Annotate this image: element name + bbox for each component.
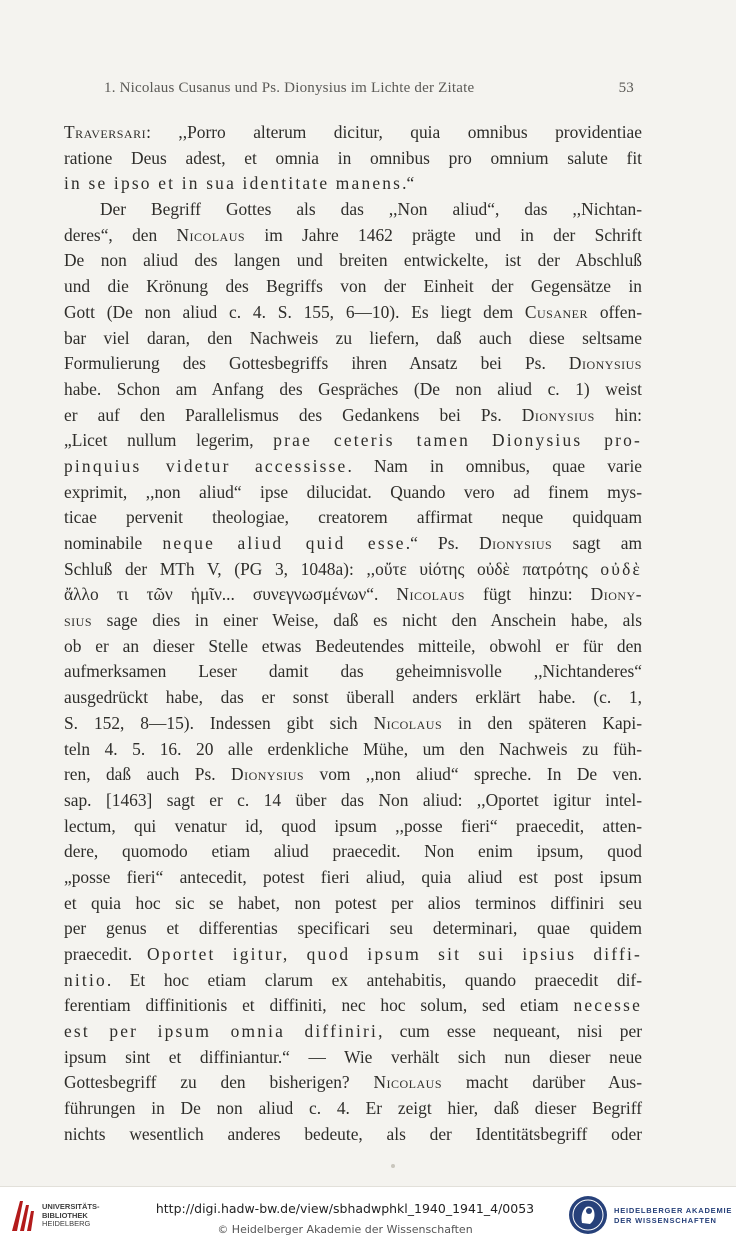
text-line: praecedit. Oportet igitur, quod ipsum sit sui ipsius diffi- bbox=[64, 944, 642, 964]
text-line: „posse fieri“ antecedit, potest fieri aliud, quia aliud est post ipsum bbox=[64, 866, 642, 887]
running-head-title: 1. Nicolaus Cusanus und Ps. Dionysius im Lichte der Zitate bbox=[104, 80, 475, 96]
text-line: ratione Deus adest, et omnia in omnibus pro omnium salute fit bbox=[64, 147, 642, 168]
text-line: Traversari: ,,Porro alterum dicitur, quia omnibus providentiae bbox=[64, 122, 642, 142]
text-line: nichts wesentlich anderes bedeute, als der Identitätsbegriff oder bbox=[64, 1123, 642, 1144]
text-line: aufmerksamen Leser damit das geheimnisvolle ,,Nichtanderes“ bbox=[64, 661, 642, 682]
text-line: Gott (De non aliud c. 4. S. 155, 6—10). Es liegt dem Cusaner offen- bbox=[64, 301, 642, 322]
text-line: pinquius videtur accessisse. Nam in omnibus, quae varie bbox=[64, 455, 642, 476]
text-line: est per ipsum omnia diffiniri, cum esse nequeant, nisi per bbox=[64, 1021, 642, 1042]
scan-dot bbox=[391, 1164, 395, 1168]
text-line: nominabile neque aliud quid esse.“ Ps. Dionysius sagt am bbox=[64, 533, 642, 553]
text-line: teln 4. 5. 16. 20 alle erdenkliche Mühe, um den Nachweis zu füh- bbox=[64, 738, 642, 759]
text-line: bar viel daran, den Nachweis zu liefern, daß auch diese seltsame bbox=[64, 327, 642, 348]
text-line: Der Begriff Gottes als das ,,Non aliud“, das ,,Nichtan- bbox=[100, 199, 642, 220]
footer bbox=[0, 1186, 736, 1243]
running-head bbox=[104, 80, 634, 100]
text-line: S. 152, 8—15). Indessen gibt sich Nicolaus in den späteren Kapi- bbox=[64, 712, 643, 733]
university-library-label: UNIVERSITÄTS- BIBLIOTHEK HEIDELBERG bbox=[42, 1202, 100, 1228]
text-line: ferentiam diffinitionis et diffiniti, nec hoc solum, sed etiam necesse bbox=[64, 995, 642, 1016]
text-line: ob er an dieser Stelle etwas Bedeutendes mitteile, obwohl er für den bbox=[64, 635, 642, 656]
text-line: ticae pervenit theologiae, creatorem affirmat neque quidquam bbox=[64, 507, 642, 528]
academy-seal-icon bbox=[568, 1195, 608, 1235]
text-line: nitio. Et hoc etiam clarum ex antehabitis, quando praecedit dif- bbox=[64, 969, 642, 990]
text-line: et quia hoc sic se habet, non potest per alios terminos diffiniri seu bbox=[64, 892, 642, 913]
text-line: dere, quomodo etiam aliud praecedit. Non enim ipsum, quod bbox=[64, 841, 642, 862]
text-line: habe. Schon am Anfang des Gespräches (De non aliud c. 1) weist bbox=[64, 378, 642, 399]
text-line: ipsum sint et diffiniantur.“ — Wie verhält sich nun dieser neue bbox=[64, 1046, 642, 1067]
text-line: Schluß der MTh V, (PG 3, 1048a): ,,οὔτε υἱότης οὐδὲ πατρότης οὐδὲ bbox=[64, 558, 642, 579]
university-library-logo-icon bbox=[8, 1197, 36, 1233]
text-line: er auf den Parallelismus des Gedankens bei Ps. Dionysius hin: bbox=[64, 404, 642, 425]
page-number: 53 bbox=[618, 80, 634, 96]
text-line: und die Krönung des Begriffs von der Einheit der Gegensätze in bbox=[64, 276, 642, 297]
text-line: „Licet nullum legerim, prae ceteris tamen Dionysius pro- bbox=[64, 430, 642, 451]
body-text bbox=[64, 120, 642, 1148]
text-line: ren, daß auch Ps. Dionysius vom ,,non aliud“ spreche. In De ven. bbox=[64, 764, 642, 785]
text-line: in se ipso et in sua identitate manens.“ bbox=[64, 173, 415, 194]
text-line: sius sage dies in einer Weise, daß es nicht den Anschein habe, als bbox=[64, 610, 642, 631]
text-line: De non aliud des langen und breiten entwickelte, ist der Abschluß bbox=[64, 250, 642, 271]
academy-label: HEIDELBERGER AKADEMIE DER WISSENSCHAFTEN bbox=[614, 1206, 733, 1225]
copyright-notice: © Heidelberger Akademie der Wissenschaften bbox=[217, 1223, 473, 1236]
text-line: exprimit, ,,non aliud“ ipse dilucidat. Quando vero ad finem mys- bbox=[64, 481, 642, 502]
text-line: führungen in De non aliud c. 4. Er zeigt hier, daß dieser Begriff bbox=[64, 1098, 642, 1119]
text-line: Formulierung des Gottesbegriffs ihren Ansatz bei Ps. Dionysius bbox=[64, 353, 642, 374]
text-line: sap. [1463] sagt er c. 14 über das Non aliud: ,,Oportet igitur intel- bbox=[64, 789, 642, 810]
source-url-link[interactable]: http://digi.hadw-bw.de/view/sbhadwphkl_1940_1941_4/0053 bbox=[155, 1201, 535, 1216]
text-line: deres“, den Nicolaus im Jahre 1462 prägte und in der Schrift bbox=[64, 224, 642, 245]
text-line: per genus et differentias specificari seu determinari, quae quidem bbox=[64, 918, 642, 939]
text-line: Gottesbegriff zu den bisherigen? Nicolaus macht darüber Aus- bbox=[64, 1072, 642, 1093]
text-line: ausgedrückt habe, das er sonst überall anders erklärt habe. (c. 1, bbox=[64, 687, 642, 708]
text-line: lectum, qui venatur id, quod ipsum ,,posse fieri“ praecedit, atten- bbox=[64, 815, 642, 836]
text-line: ἄλλο τι τῶν ἡμῖν... συνεγνωσμένων“. Nicolaus fügt hinzu: Diony- bbox=[64, 584, 643, 605]
